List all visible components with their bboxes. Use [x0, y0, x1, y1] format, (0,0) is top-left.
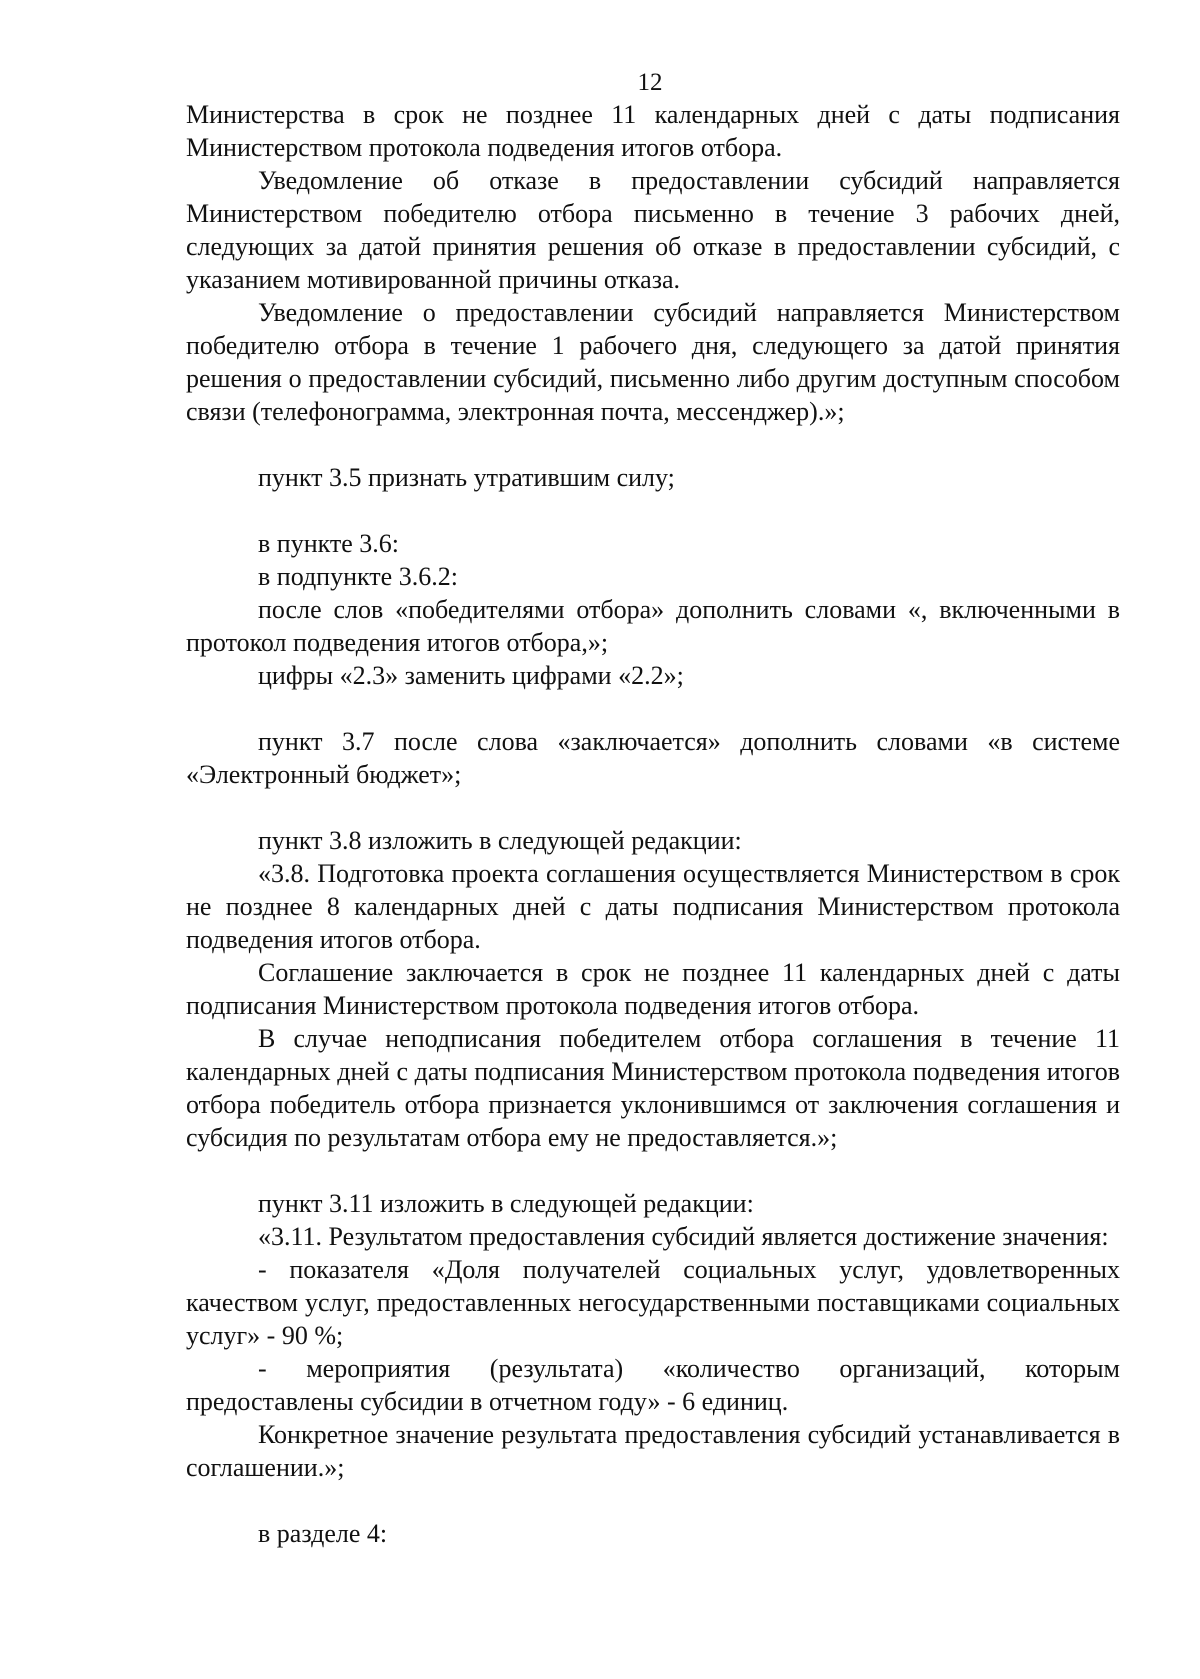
paragraph-item-3-5: пункт 3.5 признать утратившим силу; [258, 463, 675, 492]
paragraph-add-words: после слов «победителями отбора» дополнить словами «, включенными в протокол подведения итогов отбора,»; [186, 595, 1120, 657]
paragraph-item-3-8-heading: пункт 3.8 изложить в следующей редакции: [258, 826, 742, 855]
paragraph-refusal-notice: Уведомление об отказе в предоставлении субсидий направляется Министерством победителю отбора письменно в течение 3 рабочих дней, следующих за датой принятия решения об отказе в предоставлении субсидий, с указанием мотивированной причины отказа. [186, 166, 1120, 294]
paragraph-indicator: - показателя «Доля получателей социальных услуг, удовлетворенных качеством услуг, предоставленных негосударственными поставщиками социальных услуг» - 90 %; [186, 1255, 1120, 1350]
paragraph-section-4: в разделе 4: [258, 1519, 388, 1548]
paragraph-specific-value: Конкретное значение результата предоставления субсидий устанавливается в соглашении.»; [186, 1420, 1120, 1482]
paragraph-evasion: В случае неподписания победителем отбора соглашения в течение 11 календарных дней с даты подписания Министерством протокола подведения итогов отбора победитель отбора признается уклонившимся от заключения соглашения и субсидия по результатам отбора ему не предоставляется.»; [186, 1024, 1120, 1152]
paragraph-grant-notice: Уведомление о предоставлении субсидий направляется Министерством победителю отбора в течение 1 рабочего дня, следующего за датой принятия решения о предоставлении субсидий, письменно либо другим доступным способом связи (телефонограмма, электронная почта, мессенджер).»; [186, 298, 1120, 426]
paragraph-subitem-3-6-2: в подпункте 3.6.2: [258, 562, 458, 591]
paragraph-item-3-6: в пункте 3.6: [258, 529, 400, 558]
document-body [186, 98, 1120, 1550]
paragraph-item-3-11-text: «3.11. Результатом предоставления субсидий является достижение значения: [258, 1222, 1109, 1251]
paragraph-agreement-term: Соглашение заключается в срок не позднее 11 календарных дней с даты подписания Министерством протокола подведения итогов отбора. [186, 958, 1120, 1020]
paragraph-item-3-8-text: «3.8. Подготовка проекта соглашения осуществляется Министерством в срок не позднее 8 календарных дней с даты подписания Министерством протокола подведения итогов отбора. [186, 859, 1120, 954]
paragraph-continuation: Министерства в срок не позднее 11 календарных дней с даты подписания Министерством протокола подведения итогов отбора. [186, 100, 1120, 162]
paragraph-measure: - мероприятия (результата) «количество организаций, которым предоставлены субсидии в отчетном году» - 6 единиц. [186, 1354, 1120, 1416]
page-number: 12 [637, 69, 663, 96]
paragraph-replace-digits: цифры «2.3» заменить цифрами «2.2»; [258, 661, 684, 690]
paragraph-item-3-11-heading: пункт 3.11 изложить в следующей редакции: [258, 1189, 754, 1218]
paragraph-item-3-7: пункт 3.7 после слова «заключается» дополнить словами «в системе «Электронный бюджет»; [186, 727, 1120, 789]
